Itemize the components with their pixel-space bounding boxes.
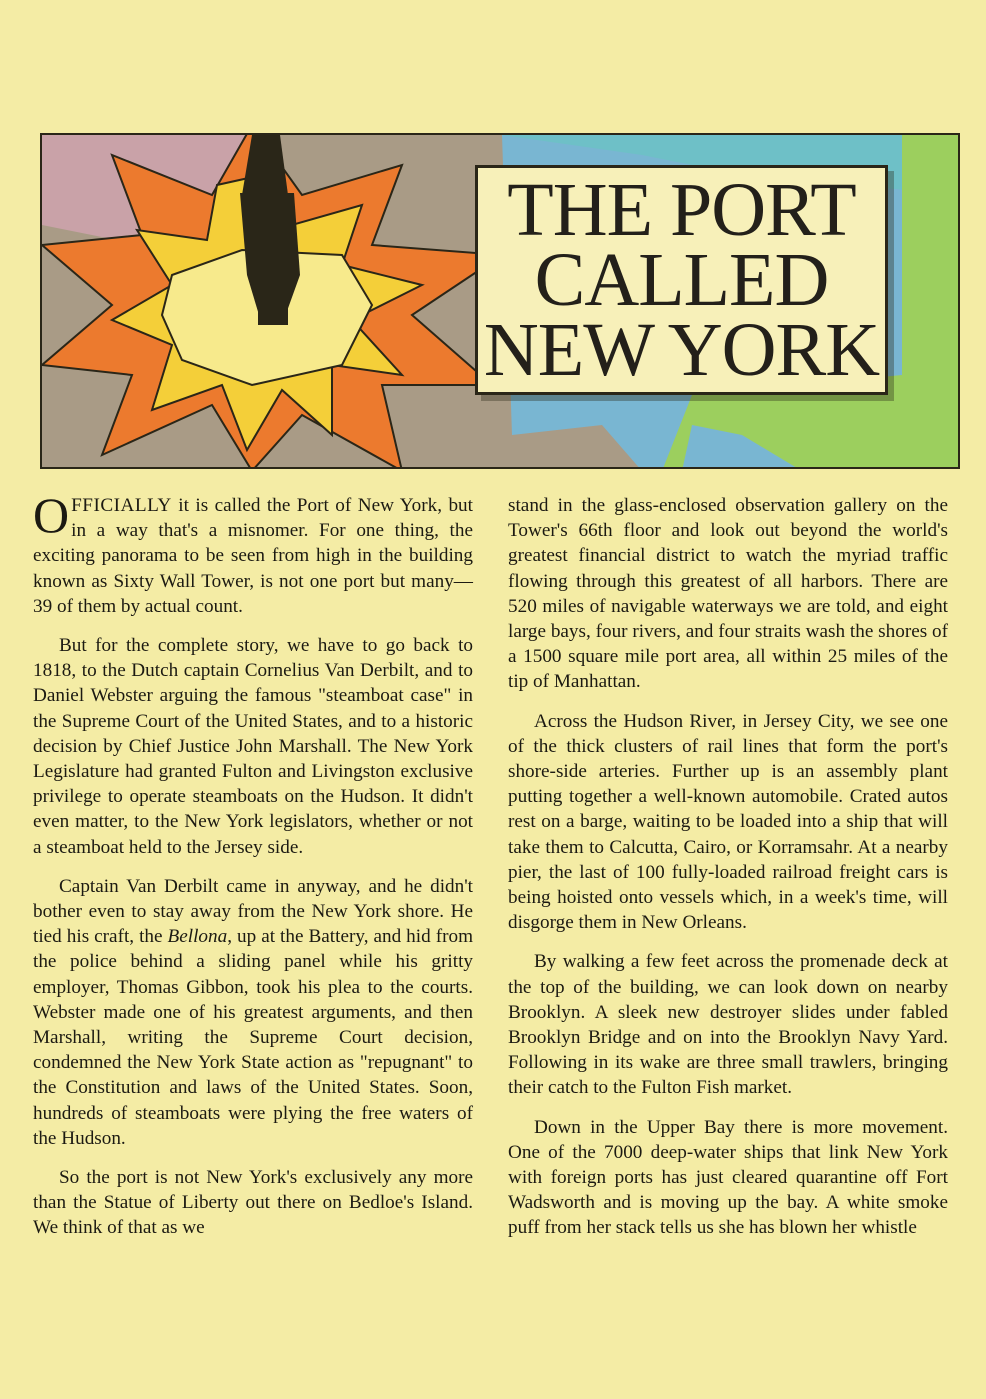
- article-column-right: [508, 493, 948, 1255]
- paragraph-1-text: it is called the Port of New York, but in a way that's a misnomer. For one thing, the exciting panorama to be seen from high in the building known as Sixty Wall Tower, is not one port but many—39 of them by actual count.: [33, 495, 473, 617]
- title-line-1: THE PORT: [507, 168, 856, 252]
- paragraph-6: By walking a few feet across the promenade deck at the top of the building, we can look down on nearby Brooklyn. A sleek new destroyer slides under fabled Brooklyn Bridge and on into the Brooklyn Navy Yard. Following in its wake are three small trawlers, bringing their catch to the Fulton Fish market.: [508, 951, 948, 1099]
- paragraph-1: [33, 487, 473, 619]
- title-panel: [40, 133, 960, 469]
- paragraph-2: But for the complete story, we have to go back to 1818, to the Dutch captain Cornelius Van Derbilt, and to Daniel Webster arguing the famous "steamboat case" in the Supreme Court of the United States, and to a historic decision by Chief Justice John Marshall. The New York Legislature had granted Fulton and Livingston exclusive privilege to operate steamboats on the Hudson. It didn't even matter, to the New York legislators, whether or not a steamboat held to the Jersey side.: [33, 635, 473, 858]
- title-box: [475, 165, 888, 395]
- article-column-left: [33, 487, 473, 1255]
- paragraph-4-start: So the port is not New York's exclusively any more than the Statue of Liberty out there on Bedloe's Island. We think of that as we: [33, 1167, 473, 1239]
- paragraph-3-text-a: Captain Van Derbilt came in anyway, and he didn't bother even to stay away from the New York shore. He tied his craft, the: [33, 875, 473, 948]
- drop-cap: O: [33, 487, 70, 543]
- title-line-3: NEW YORK: [483, 308, 880, 392]
- paragraph-3-text-b: , up at the Battery, and hid from the police behind a sliding panel while his gritty employer, Thomas Gibbon, took his plea to the courts. Webster made one of his greatest arguments, and then Marshall, writing the Supreme Court decision, condemned the New York State action as "repugnant" to the Constitution and laws of the United States. Soon, hundreds of steamboats were plying the free waters of the Hudson.: [33, 926, 473, 1149]
- paragraph-7: Down in the Upper Bay there is more movement. One of the 7000 deep-water ships that link New York with foreign ports has just cleared quarantine off Fort Wadsworth and is moving up the bay. A white smoke puff from her stack tells us she has blown her whistle: [508, 1116, 948, 1239]
- paragraph-3: [33, 874, 473, 1151]
- lead-word: FFICIALLY: [71, 495, 172, 516]
- paragraph-4-continued: stand in the glass-enclosed observation gallery on the Tower's 66th floor and look out beyond the world's greatest financial district to watch the myriad traffic flowing through this greatest of all harbors. There are 520 miles of navigable waterways we are told, and eight large bays, four rivers, and four straits wash the shores of a 1500 square mile port area, all within 25 miles of the tip of Manhattan.: [508, 495, 948, 693]
- paragraph-5: Across the Hudson River, in Jersey City, we see one of the thick clusters of rail lines that form the port's shore-side arteries. Further up is an assembly plant putting together a well-known automobile. Crated autos rest on a barge, waiting to be loaded into a ship that will take them to Calcutta, Cairo, or Korramsahr. At a nearby pier, the last of 100 fully-loaded railroad freight cars is being hoisted onto vessels which, in a week's time, will disgorge them in New Orleans.: [508, 710, 948, 934]
- title-line-2: CALLED: [534, 238, 829, 322]
- ship-name: Bellona: [167, 926, 228, 948]
